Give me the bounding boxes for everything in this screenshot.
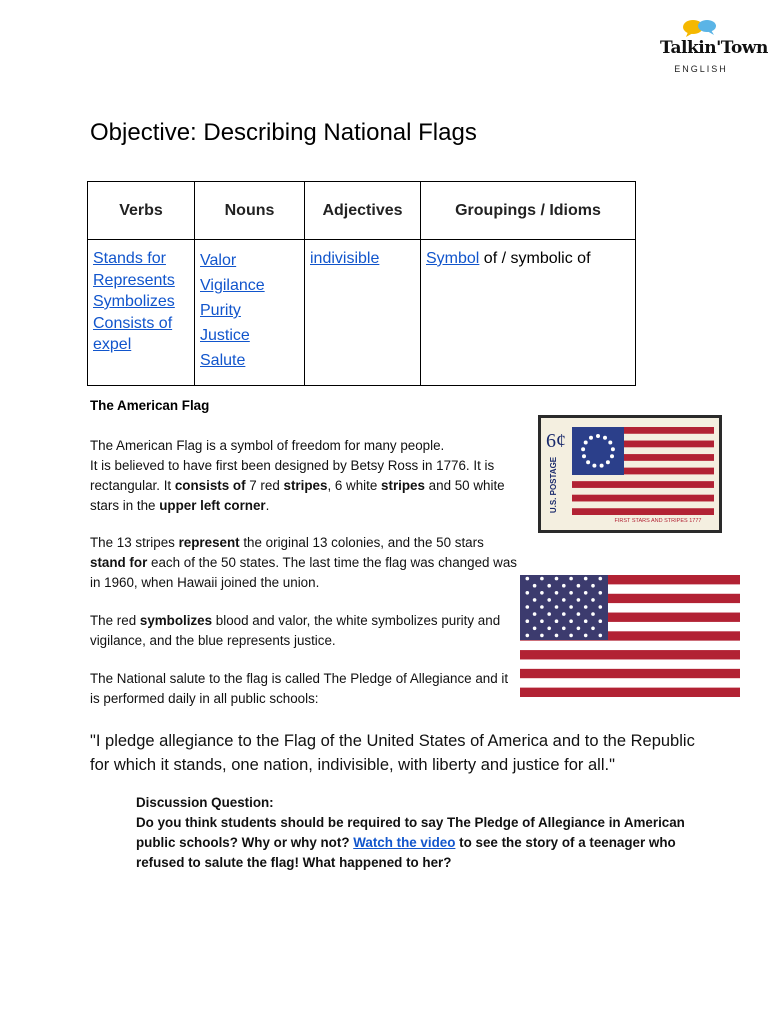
stamp-caption: FIRST STARS AND STRIPES 1777 — [614, 518, 702, 524]
verb-link[interactable]: Stands for — [93, 250, 166, 267]
paragraph-meaning — [90, 533, 520, 593]
us-postage-stamp-image — [538, 415, 722, 533]
header-groupings-idioms: Groupings / Idioms — [421, 182, 636, 240]
adjective-link[interactable]: indivisible — [310, 250, 380, 267]
adjectives-cell — [305, 240, 421, 386]
noun-link[interactable]: Purity — [200, 302, 241, 319]
logo-text: Talkin'Town — [660, 38, 768, 58]
paragraph-line: The American Flag is a symbol of freedom for many people. — [90, 438, 445, 453]
verb-link[interactable]: expel — [93, 336, 132, 353]
noun-link[interactable]: Justice — [200, 327, 250, 344]
paragraph-pledge — [90, 669, 520, 709]
nouns-cell — [195, 240, 305, 386]
idioms-cell — [421, 240, 636, 386]
verb-link[interactable]: Consists of — [93, 314, 173, 332]
paragraph-history — [90, 436, 520, 516]
speech-bubbles-icon — [680, 18, 720, 38]
noun-link[interactable]: Vigilance — [200, 277, 265, 294]
vocabulary-table — [87, 181, 636, 386]
paragraph-text: The 13 stripes represent the original 13 colonies, and the 50 stars stand for each of the 50 states. The last time the flag was changed was in 1960, when Hawaii joined the union. — [90, 535, 517, 590]
page-title: Objective: Describing National Flags — [90, 119, 477, 146]
discussion-text: Do you think students should be required to say The Pledge of Allegiance in American public schools? Why or why not? Watch the video to see the story of a teenager who refused to salute the flag! What happened to her? — [136, 815, 685, 870]
verb-link[interactable]: Represents — [93, 271, 175, 289]
discussion-heading: Discussion Question: — [136, 795, 274, 810]
talkin-town-logo — [660, 14, 768, 88]
pledge-quote: "I pledge allegiance to the Flag of the United States of America and to the Republic for which it stands, one nation, indivisible, with liberty and justice for all." — [90, 732, 695, 774]
verb-link[interactable]: Symbolizes — [93, 293, 175, 310]
watch-video-link[interactable]: Watch the video — [353, 835, 456, 850]
paragraph-text: The National salute to the flag is called The Pledge of Allegiance and it is performed daily in all public schools: — [90, 671, 509, 706]
stamp-side-text: U.S. POSTAGE — [549, 456, 558, 514]
paragraph-text: It is believed to have first been designed by Betsy Ross in 1776. It is rectangular. It consists of 7 red stripes, 6 white stripes and 50 white stars in the upper left corner. — [90, 458, 505, 513]
noun-link[interactable]: Valor — [200, 252, 237, 269]
logo-subtext: ENGLISH — [674, 64, 728, 74]
section-title: The American Flag — [90, 398, 210, 413]
stamp-value: 6¢ — [546, 430, 566, 452]
table-header-row — [88, 182, 636, 240]
noun-link[interactable]: Salute — [200, 352, 246, 369]
header-verbs: Verbs — [88, 182, 195, 240]
idiom-link[interactable]: Symbol — [426, 250, 480, 267]
american-flag-image — [520, 575, 740, 697]
header-nouns: Nouns — [195, 182, 305, 240]
paragraph-colors — [90, 611, 520, 651]
header-adjectives: Adjectives — [305, 182, 421, 240]
idiom-text: of / symbolic of — [479, 250, 591, 267]
verbs-cell — [88, 240, 195, 386]
table-row — [88, 240, 636, 386]
discussion-question — [136, 793, 696, 873]
paragraph-text: The red symbolizes blood and valor, the white symbolizes purity and vigilance, and the blue represents justice. — [90, 613, 501, 648]
